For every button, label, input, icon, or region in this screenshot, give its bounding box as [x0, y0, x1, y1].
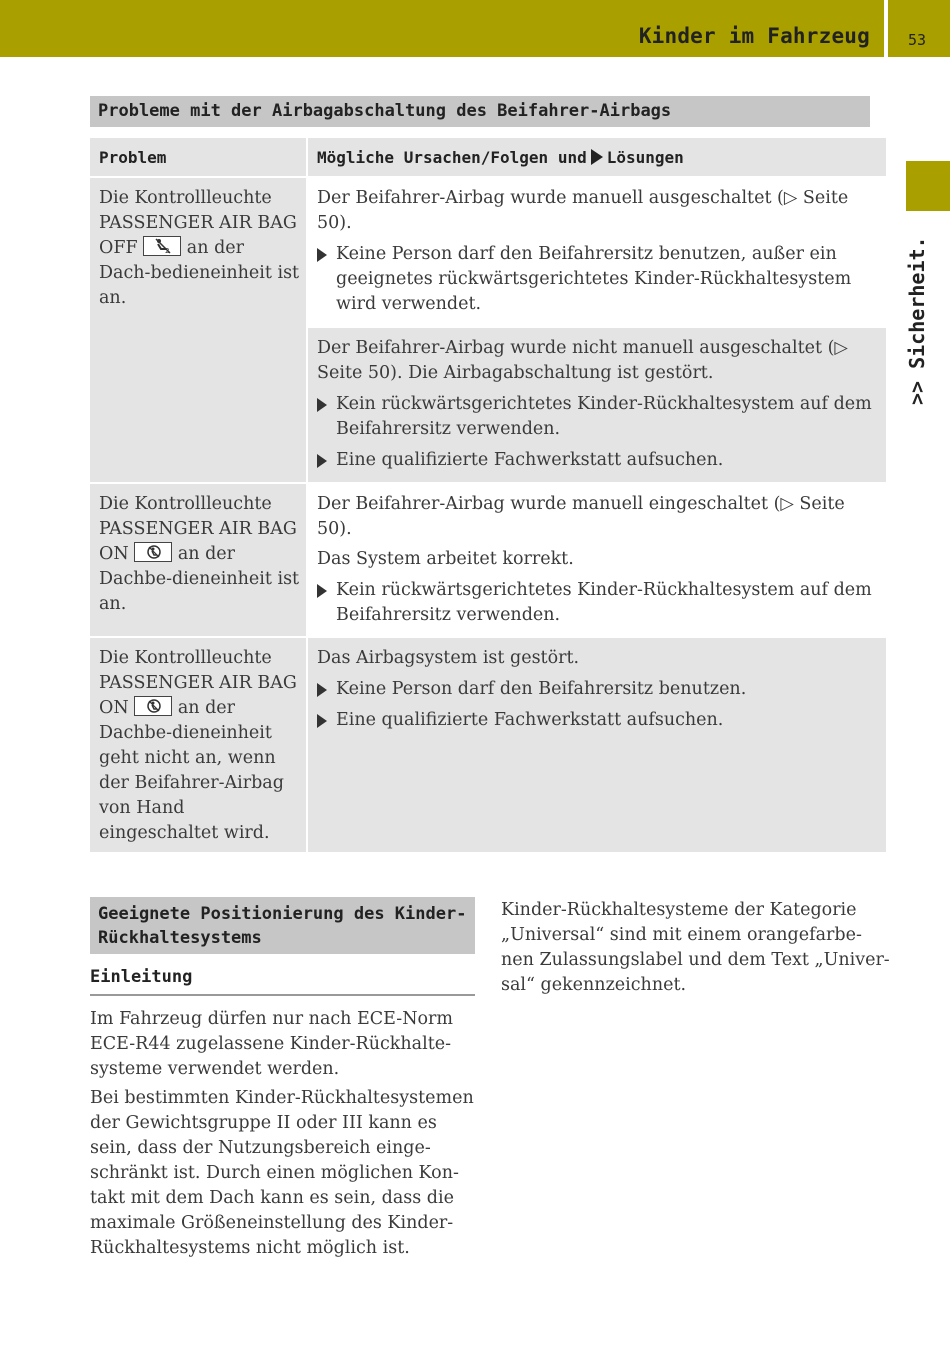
side-section-label: >> Sicherheit. — [905, 236, 929, 405]
solution-step — [317, 448, 880, 473]
problem-text-cont: an der Dachbe-dieneinheit geht nicht an, wenn der Beifahrer-Airbag von Hand eingeschaltet wird. — [99, 698, 284, 843]
arrow-right-icon — [591, 149, 603, 165]
cause-text: Der Beifahrer-Airbag wurde nicht manuell ausgeschaltet (▷ Seite 50). Die Airbagabschaltung ist gestört. — [317, 338, 848, 383]
problem-text: Die Kontrollleuchte PASSENGER AIR BAG OFF — [99, 188, 297, 258]
body-paragraph: Kinder-Rückhaltesysteme der Kategorie „Universal“ sind mit einem orangefarbe-nen Zulassungslabel und dem Text „Univer-sal“ gekennzeichnet. — [501, 900, 890, 995]
airbag-on-icon — [134, 696, 172, 716]
table-row-cause — [308, 328, 886, 482]
table-section-title: Probleme mit der Airbagabschaltung des Beifahrer-Airbags — [90, 96, 870, 127]
solution-step-text: Eine qualifizierte Fachwerkstatt aufsuchen. — [336, 710, 724, 730]
step-arrow-icon — [317, 398, 327, 412]
solution-step — [317, 242, 880, 317]
solution-step-text: Kein rückwärtsgerichtetes Kinder-Rückhaltesystem auf dem Beifahrersitz verwenden. — [336, 394, 872, 439]
heading-divider — [90, 994, 475, 996]
solution-step — [317, 708, 880, 733]
problem-text-cont: an der Dachbe-dieneinheit ist an. — [99, 544, 300, 614]
airbag-off-icon — [143, 236, 181, 256]
solution-step — [317, 677, 880, 702]
step-arrow-icon — [317, 454, 327, 468]
table-row-problem — [90, 638, 306, 852]
cause-text: Der Beifahrer-Airbag wurde manuell eingeschaltet (▷ Seite 50). — [317, 494, 845, 539]
column-header-causes — [308, 138, 886, 176]
problem-text-cont: an der Dach-bedieneinheit ist an. — [99, 238, 300, 308]
subsection-title: Geeignete Positionierung des Kinder-Rückhaltesystems — [90, 897, 475, 954]
table-row-problem — [90, 484, 306, 636]
table-row-cause — [308, 638, 886, 852]
table-row-problem — [90, 178, 306, 482]
page-number: 53 — [908, 31, 927, 49]
solution-step-text: Eine qualifizierte Fachwerkstatt aufsuchen. — [336, 450, 724, 470]
step-arrow-icon — [317, 683, 327, 697]
body-paragraph: Bei bestimmten Kinder-Rückhaltesystemen der Gewichtsgruppe II oder III kann es sein, dass der Nutzungsbereich einge-schränkt ist. Durch einen möglichen Kon-takt mit dem Dach kann es sein, dass die maximale Größeneinstellung des Kinder-Rückhaltesystems nicht möglich ist. — [90, 1088, 474, 1258]
problem-text: Die Kontrollleuchte PASSENGER AIR BAG ON — [99, 648, 297, 718]
step-arrow-icon — [317, 584, 327, 598]
cause-text: Der Beifahrer-Airbag wurde manuell ausgeschaltet (▷ Seite 50). — [317, 188, 849, 233]
body-paragraph: Im Fahrzeug dürfen nur nach ECE-Norm ECE-R44 zugelassene Kinder-Rückhalte-systeme verwendet werden. — [90, 1009, 454, 1079]
cause-text-secondary: Das System arbeitet korrekt. — [317, 549, 574, 569]
column-header-causes-b: Lösungen — [606, 148, 684, 167]
table-row-cause — [308, 484, 886, 636]
svg-text:2: 2 — [165, 247, 170, 254]
solution-step-text: Keine Person darf den Beifahrersitz benutzen, außer ein geeignetes rückwärtsgerichtetes Kinder-Rückhaltesystem wird verwendet. — [336, 244, 852, 314]
step-arrow-icon — [317, 714, 327, 728]
step-arrow-icon — [317, 248, 327, 262]
column-header-problem: Problem — [90, 138, 306, 176]
solution-step-text: Keine Person darf den Beifahrersitz benutzen. — [336, 679, 747, 699]
solution-step-text: Kein rückwärtsgerichtetes Kinder-Rückhaltesystem auf dem Beifahrersitz verwenden. — [336, 580, 872, 625]
solution-step — [317, 578, 880, 628]
column-header-causes-a: Mögliche Ursachen/Folgen und — [317, 148, 587, 167]
problem-text: Die Kontrollleuchte PASSENGER AIR BAG ON — [99, 494, 297, 564]
solution-step — [317, 392, 880, 442]
cause-text: Das Airbagsystem ist gestört. — [317, 648, 580, 668]
airbag-on-icon — [134, 542, 172, 562]
table-row-cause — [308, 178, 886, 326]
intro-heading: Einleitung — [90, 967, 193, 987]
chapter-title: Kinder im Fahrzeug — [638, 24, 870, 48]
